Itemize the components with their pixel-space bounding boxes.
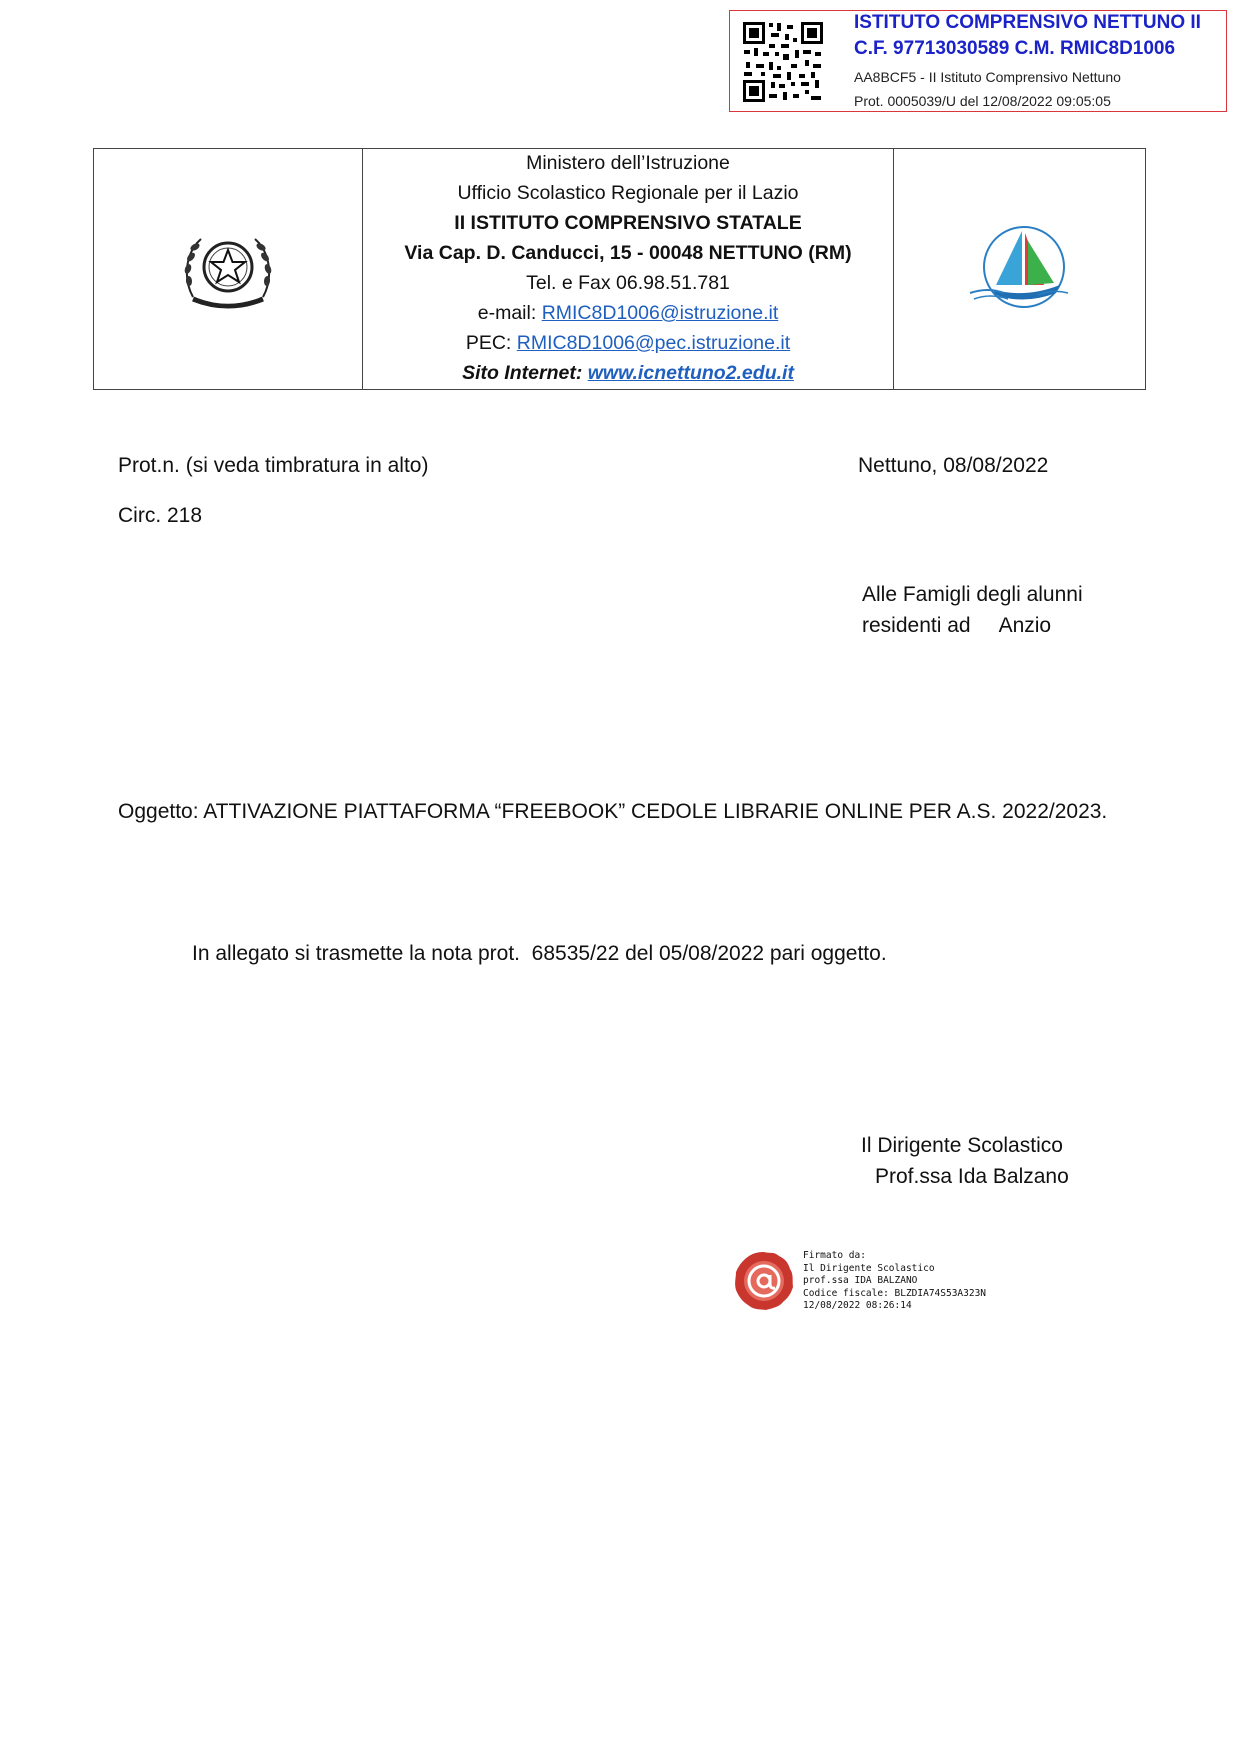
letterhead-text-cell [363,149,894,389]
email-link[interactable]: RMIC8D1006@istruzione.it [541,302,779,324]
stamp-aoo: AA8BCF5 - II Istituto Comprensivo Nettuno [854,69,1121,85]
signer-title: Il Dirigente Scolastico [861,1134,1063,1157]
qr-code-icon [741,20,825,104]
website-link[interactable]: www.icnettuno2.edu.it [587,362,794,384]
signature-line-3: prof.ssa IDA BALZANO [803,1275,918,1286]
pec-label: PEC: [465,332,517,354]
stamp-protocol-number: Prot. 0005039/U del 12/08/2022 09:05:05 [854,93,1111,109]
stamp-fiscal-code: C.F. 97713030589 C.M. RMIC8D1006 [854,38,1176,59]
body-paragraph: In allegato si trasmette la nota prot. 68535/22 del 05/08/2022 pari oggetto. [192,942,887,965]
signature-line-1: Firmato da: [803,1250,866,1261]
signature-fiscal-code: Codice fiscale: BLZDIA74S53A323N [803,1287,987,1299]
pec-line [363,332,893,355]
email-line [363,302,893,325]
regional-office: Ufficio Scolastico Regionale per il Lazio [457,182,799,204]
school-name: II ISTITUTO COMPRENSIVO STATALE [454,212,802,234]
recipient-line-2: residenti ad Anzio [862,614,1052,637]
school-address: Via Cap. D. Canducci, 15 - 00048 NETTUNO (RM) [404,242,852,264]
at-sign-seal-icon [733,1250,795,1312]
website-label: Sito Internet: [462,362,588,384]
italian-republic-emblem-icon [179,227,277,313]
protocol-reference: Prot.n. (si veda timbratura in alto) [118,454,429,477]
letterhead-logo-cell [894,149,1145,389]
signature-line-2: Il Dirigente Scolastico [803,1262,935,1274]
place-date: Nettuno, 08/08/2022 [858,454,1049,477]
email-label: e-mail: [477,302,542,324]
letterhead-emblem-cell [94,149,363,389]
letterhead-table [93,148,1146,390]
stamp-institute-name: ISTITUTO COMPRENSIVO NETTUNO II [854,12,1201,33]
website-line [363,362,893,385]
circular-number: Circ. 218 [118,504,203,527]
protocol-stamp [729,10,1227,112]
ministry-name: Ministero dell’Istruzione [526,152,730,174]
recipient-line-1: Alle Famigli degli alunni [862,583,1083,606]
signature-block [803,1250,986,1313]
school-phone: Tel. e Fax 06.98.51.781 [526,272,730,294]
sailboat-logo-icon [968,223,1072,311]
pec-link[interactable]: RMIC8D1006@pec.istruzione.it [516,332,791,354]
signer-name: Prof.ssa Ida Balzano [875,1165,1069,1188]
signature-timestamp: 12/08/2022 08:26:14 [803,1300,912,1311]
subject-line: Oggetto: ATTIVAZIONE PIATTAFORMA “FREEBOOK” CEDOLE LIBRARIE ONLINE PER A.S. 2022/2023. [118,800,1108,823]
